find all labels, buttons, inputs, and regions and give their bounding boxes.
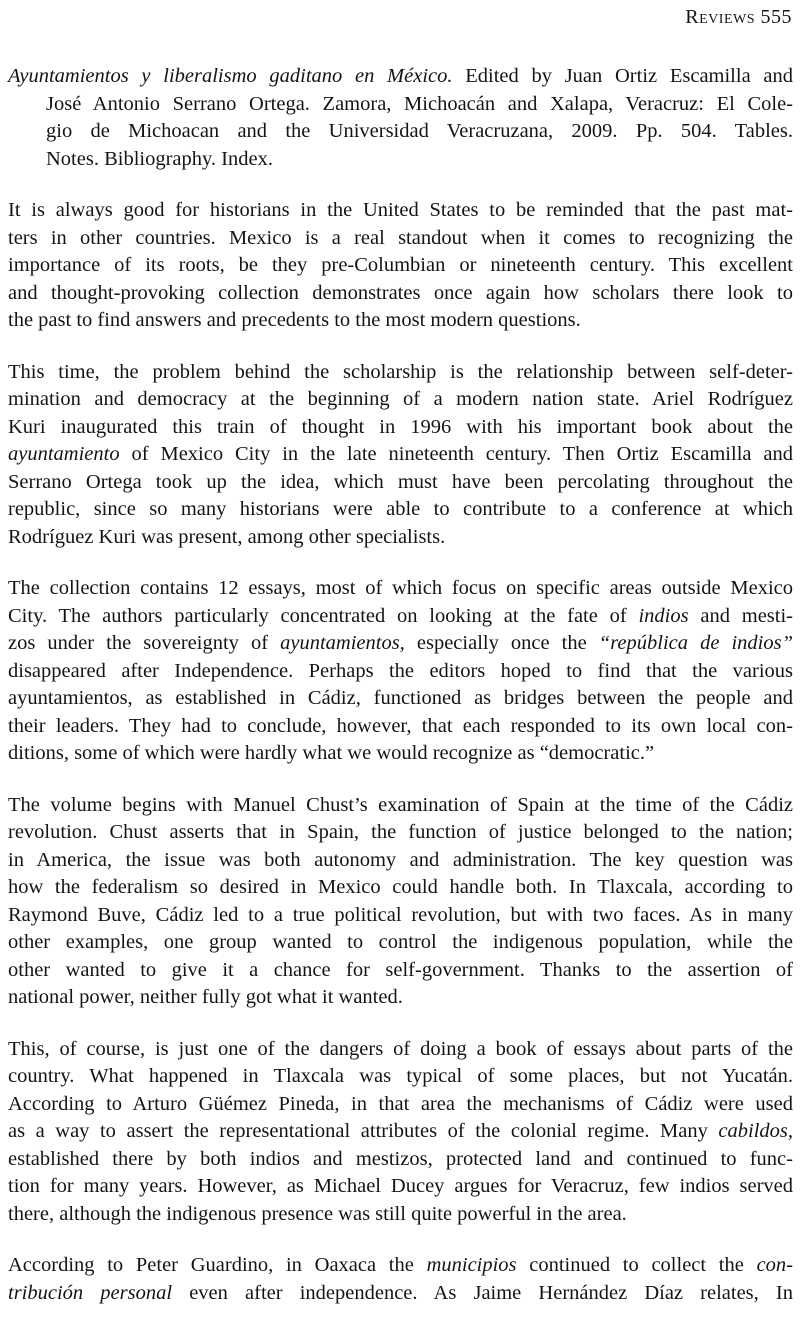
- text-line: [8, 63, 793, 91]
- italic-text: con-: [756, 1254, 793, 1276]
- text-line: [8, 1252, 793, 1280]
- text-line: [8, 1063, 793, 1091]
- text: Kuri inaugurated this train of thought in 1996 with his important book about the: [8, 415, 793, 438]
- italic-text: Ayuntamientos y liberalismo gaditano en México.: [8, 65, 453, 87]
- paragraph: [8, 1036, 793, 1229]
- italic-text: municipios: [426, 1254, 517, 1276]
- text-line: [8, 740, 793, 768]
- paragraph: [8, 359, 793, 552]
- text-line: [8, 658, 793, 686]
- text: Edited by Juan Ortiz Escamilla and: [452, 65, 793, 87]
- text-line: [8, 1201, 793, 1229]
- text-line: [8, 713, 793, 741]
- text: as a way to assert the representational attributes of the colonial regime. Many: [8, 1120, 719, 1142]
- text-line: [8, 847, 793, 875]
- text-line: [8, 957, 793, 985]
- paragraph: [8, 792, 793, 1012]
- text-line: [8, 359, 793, 387]
- text: Notes. Bibliography. Index.: [46, 147, 273, 170]
- text-line: [8, 469, 793, 497]
- italic-text: cabildos,: [718, 1120, 793, 1142]
- text: national power, neither fully got what it wanted.: [8, 986, 403, 1008]
- text-line: [8, 792, 793, 820]
- text-line: [8, 91, 793, 119]
- text: disappeared after Independence. Perhaps the editors hoped to find that the various: [8, 659, 793, 682]
- text-line: [8, 1091, 793, 1119]
- text-line: [8, 118, 793, 146]
- text-line: [8, 1280, 793, 1308]
- text: even after independence. As Jaime Hernández Díaz relates, In: [172, 1281, 793, 1304]
- text-line: [8, 603, 793, 631]
- text: and thought-provoking collection demonstrates once again how scholars there look to: [8, 281, 793, 304]
- review-body: [8, 63, 793, 1331]
- book-citation: [8, 63, 793, 173]
- text: mination and democracy at the beginning of a modern nation state. Ariel Rodríguez: [8, 388, 793, 410]
- text: zos under the sovereignty of: [8, 632, 281, 654]
- text-line: [8, 386, 793, 414]
- text: tion for many years. However, as Michael Ducey argues for Veracruz, few indios served: [8, 1175, 793, 1197]
- text-line: [8, 1118, 793, 1146]
- text-line: [8, 1173, 793, 1201]
- text: the past to find answers and precedents to the most modern questions.: [8, 309, 581, 331]
- text-line: [8, 414, 793, 442]
- text-line: [8, 197, 793, 225]
- text: According to Arturo Güémez Pineda, in that area the mechanisms of Cádiz were used: [8, 1092, 793, 1115]
- text-line: [8, 1146, 793, 1174]
- text: how the federalism so desired in Mexico could handle both. In Tlaxcala, according to: [8, 876, 793, 898]
- text: of Mexico City in the late nineteenth century. Then Ortiz Escamilla and: [119, 443, 793, 465]
- text: ditions, some of which were hardly what we would recognize as “democratic.”: [8, 742, 655, 764]
- text-line: [8, 902, 793, 930]
- italic-text: “república de indios”: [598, 632, 794, 654]
- italic-text: ayuntamientos,: [280, 632, 405, 654]
- text-line: [8, 280, 793, 308]
- text: in America, the issue was both autonomy and administration. The key question was: [8, 848, 793, 871]
- text: their leaders. They had to conclude, however, that each responded to its own local con-: [8, 714, 793, 737]
- text-line: [8, 929, 793, 957]
- text: ayuntamientos, as established in Cádiz, functioned as bridges between the people and: [8, 687, 793, 709]
- text: According to Peter Guardino, in Oaxaca the: [8, 1254, 427, 1276]
- text: It is always good for historians in the United States to be reminded that the past mat-: [8, 199, 793, 221]
- text-line: [8, 819, 793, 847]
- text-line: [8, 630, 793, 658]
- text: Rodríguez Kuri was present, among other specialists.: [8, 525, 446, 548]
- text: especially once the: [404, 632, 599, 654]
- paragraph: [8, 575, 793, 768]
- text: revolution. Chust asserts that in Spain, the function of justice belonged to the nation;: [8, 821, 793, 843]
- italic-text: tribución personal: [8, 1281, 173, 1304]
- text-line: [8, 252, 793, 280]
- text: ters in other countries. Mexico is a real standout when it comes to recognizing the: [8, 226, 793, 249]
- text-line: [8, 496, 793, 524]
- text-line: [8, 685, 793, 713]
- text: Serrano Ortega took up the idea, which must have been percolating throughout the: [8, 470, 793, 493]
- text: there, although the indigenous presence was still quite powerful in the area.: [8, 1202, 627, 1225]
- text: gio de Michoacan and the Universidad Veracruzana, 2009. Pp. 504. Tables.: [46, 120, 793, 142]
- text-line: [8, 575, 793, 603]
- paragraph: [8, 197, 793, 335]
- text-line: [8, 146, 793, 174]
- text: This, of course, is just one of the dangers of doing a book of essays about parts of the: [8, 1037, 793, 1060]
- text-line: [8, 441, 793, 469]
- text: This time, the problem behind the scholarship is the relationship between self-deter-: [8, 360, 793, 383]
- section-title: Reviews: [685, 6, 755, 28]
- text: The collection contains 12 essays, most of which focus on specific areas outside Mexico: [8, 577, 793, 599]
- text: other examples, one group wanted to control the indigenous population, while the: [8, 931, 793, 953]
- text: importance of its roots, be they pre-Columbian or nineteenth century. This excellent: [8, 254, 793, 276]
- text: and mesti-: [688, 604, 794, 627]
- text: José Antonio Serrano Ortega. Zamora, Michoacán and Xalapa, Veracruz: El Cole-: [46, 92, 793, 115]
- text: other wanted to give it a chance for self-government. Thanks to the assertion of: [8, 958, 793, 981]
- text: established there by both indios and mestizos, protected land and continued to func-: [8, 1147, 793, 1170]
- paragraph: [8, 1252, 793, 1307]
- italic-text: indios: [638, 604, 689, 627]
- text: republic, since so many historians were able to contribute to a conference at which: [8, 498, 793, 520]
- text-line: [8, 307, 793, 335]
- text-line: [8, 524, 793, 552]
- text: Raymond Buve, Cádiz led to a true political revolution, but with two faces. As in many: [8, 903, 793, 926]
- text-line: [8, 1036, 793, 1064]
- text-line: [8, 225, 793, 253]
- italic-text: ayuntamiento: [8, 443, 120, 465]
- text-line: [8, 984, 793, 1012]
- text: City. The authors particularly concentrated on looking at the fate of: [8, 604, 639, 627]
- text: The volume begins with Manuel Chust’s examination of Spain at the time of the Cádiz: [8, 793, 793, 816]
- running-header: [685, 6, 792, 29]
- text-line: [8, 874, 793, 902]
- text: country. What happened in Tlaxcala was typical of some places, but not Yucatán.: [8, 1065, 793, 1087]
- text: continued to collect the: [516, 1254, 757, 1276]
- page-number: 555: [760, 6, 792, 28]
